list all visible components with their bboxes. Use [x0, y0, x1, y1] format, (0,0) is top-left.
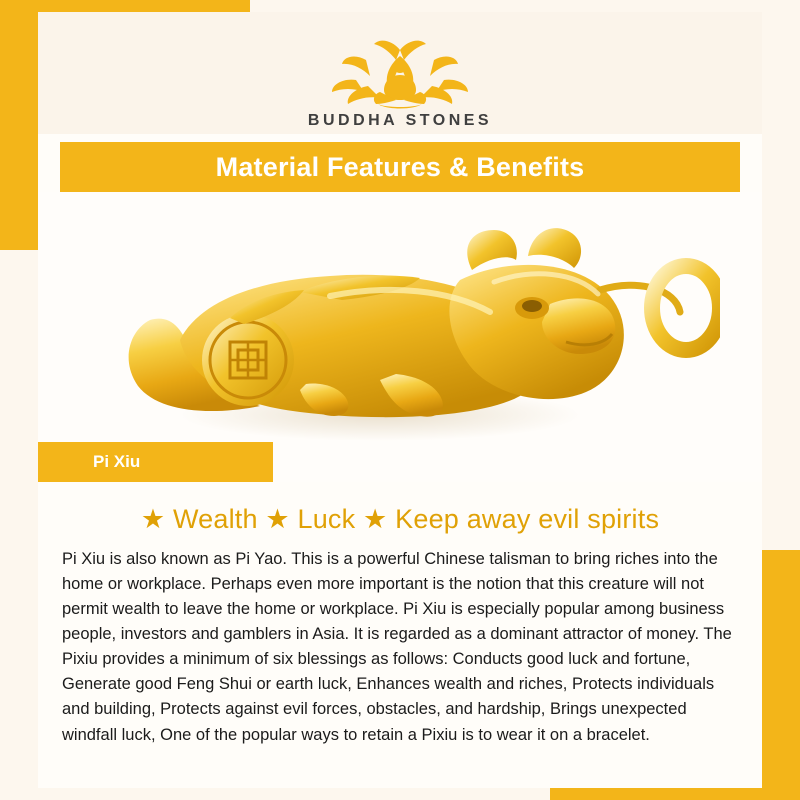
section-title-band: [60, 142, 740, 192]
lotus-meditation-icon: [320, 30, 480, 116]
content-panel: [38, 12, 762, 788]
page-title: Material Features & Benefits: [215, 151, 585, 182]
product-caption-bar: [38, 442, 273, 482]
brand-header: [38, 12, 762, 134]
product-caption-label: Pi Xiu: [93, 452, 141, 471]
decorative-bar-top-left: [0, 0, 250, 12]
product-image-area: [38, 192, 762, 482]
decorative-corner-bottom-right: [762, 550, 800, 800]
brand-name: BUDDHA STONES: [307, 112, 493, 129]
benefits-line: ★ Wealth ★ Luck ★ Keep away evil spirits: [140, 504, 660, 534]
decorative-corner-top-left: [0, 0, 38, 250]
golden-pixiu-pendant-image: [80, 200, 720, 450]
benefits-headline: [38, 504, 762, 535]
decorative-bar-bottom-right: [550, 788, 800, 800]
description-paragraph: Pi Xiu is also known as Pi Yao. This is a powerful Chinese talisman to bring riches into the home or workplace. Perhaps even more important is the notion that this creature will not permit wealth to leave the home or workplace. Pi Xiu is especially popular among business people, investors and gamblers in Asia. It is regarded as a dominant attractor of money. The Pixiu provides a minimum of six blessings as follows: Conducts good luck and fortune, Generate good Feng Shui or earth luck, Enhances wealth and riches, Protects individuals and building, Protects against evil forces, obstacles, and hardship, Brings unexpected windfall luck, One of the popular ways to retain a Pixiu is to wear it on a bracelet.: [62, 550, 732, 744]
